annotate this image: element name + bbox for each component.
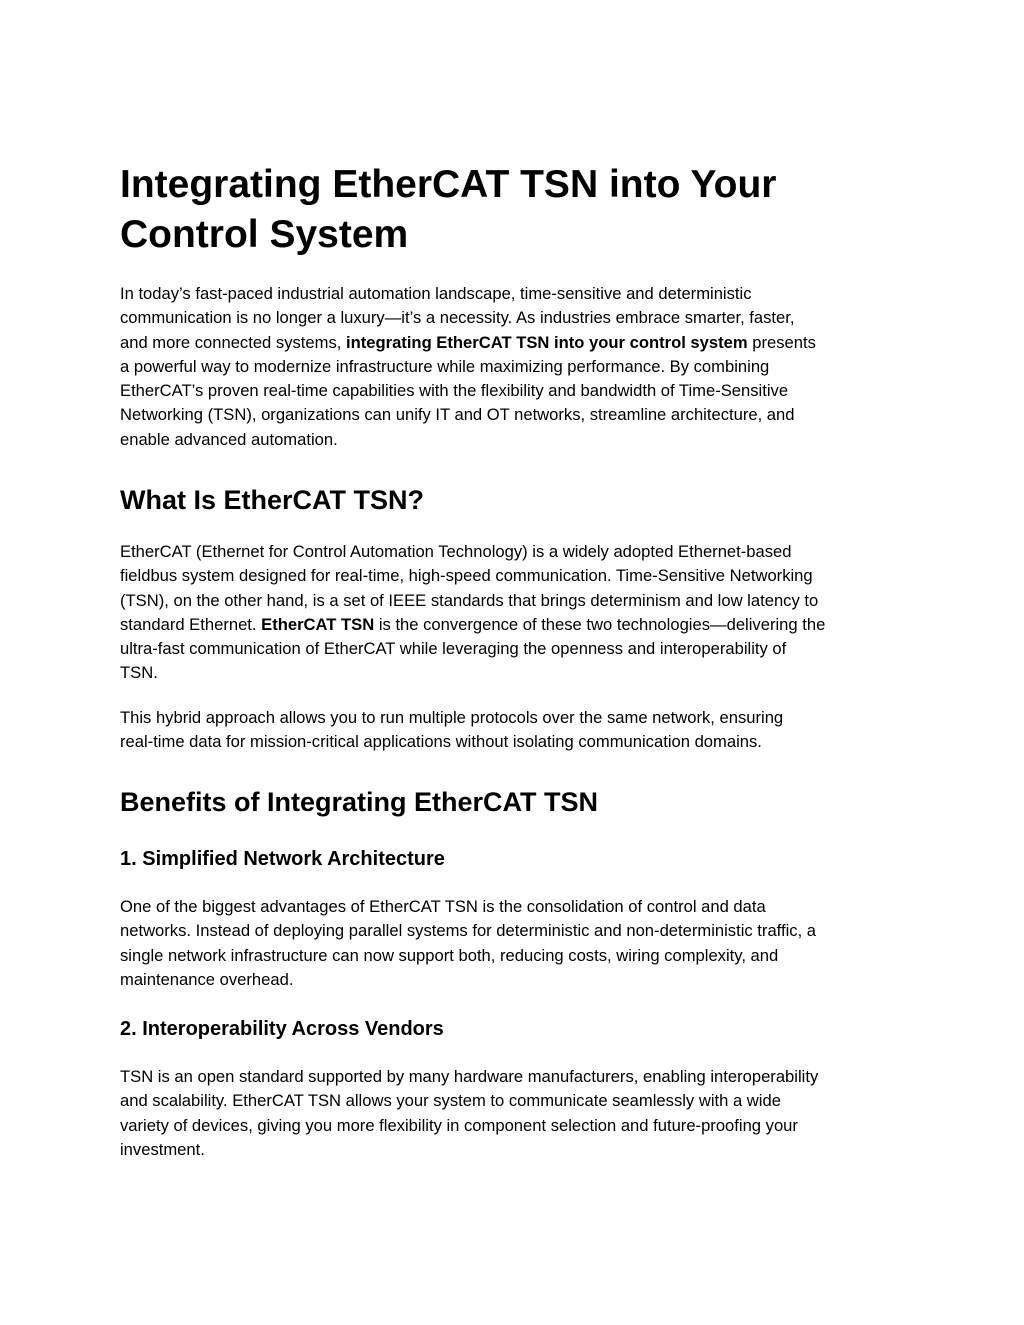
text-line xyxy=(120,613,825,637)
text-line: This hybrid approach allows you to run multiple protocols over the same network, ensuring xyxy=(120,708,784,727)
text-line: enable advanced automation. xyxy=(120,429,338,449)
subheading-simplified-architecture: 1. Simplified Network Architecture xyxy=(120,848,445,870)
text-line: single network infrastructure can now support both, reducing costs, wiring complexity, and xyxy=(120,945,779,965)
emphasis-text: EtherCAT TSN xyxy=(261,614,375,634)
text-run: and more connected systems, xyxy=(120,332,346,352)
subheading-interoperability: 2. Interoperability Across Vendors xyxy=(120,1018,444,1040)
text-line: ultra-fast communication of EtherCAT while leveraging the openness and interoperability of xyxy=(120,639,787,659)
text-line: (TSN), on the other hand, is a set of IEEE standards that brings determinism and low latency to xyxy=(120,590,819,610)
text-line: a powerful way to modernize infrastructure while maximizing performance. By combining xyxy=(120,356,770,376)
text-line: TSN is an open standard supported by many hardware manufacturers, enabling interoperability xyxy=(120,1067,819,1086)
text-line: EtherCAT’s proven real-time capabilities with the flexibility and bandwidth of Time-Sensitive xyxy=(120,381,789,401)
simplified-architecture-paragraph xyxy=(120,895,816,992)
page-title: Integrating EtherCAT TSN into Your Control System xyxy=(120,163,777,256)
emphasis-text: integrating EtherCAT TSN into your control system xyxy=(345,332,748,352)
section-heading-what-is: What Is EtherCAT TSN? xyxy=(120,485,425,515)
text-line: One of the biggest advantages of EtherCAT TSN is the consolidation of control and data xyxy=(120,897,766,916)
text-run: standard Ethernet. xyxy=(120,614,262,634)
text-line: variety of devices, giving you more flexibility in component selection and future-proofing your xyxy=(120,1115,798,1135)
hybrid-approach-paragraph xyxy=(120,706,783,755)
text-line: communication is no longer a luxury—it’s a necessity. As industries embrace smarter, faster, xyxy=(120,308,795,328)
text-line: networks. Instead of deploying parallel systems for deterministic and non-deterministic traffic, a xyxy=(120,921,817,941)
text-run: presents xyxy=(747,332,816,352)
text-line: and scalability. EtherCAT TSN allows your system to communicate seamlessly with a wide xyxy=(120,1091,781,1111)
text-line: investment. xyxy=(120,1139,205,1159)
interoperability-paragraph xyxy=(120,1065,818,1162)
text-run: is the convergence of these two technologies—delivering the xyxy=(374,614,826,634)
text-line: EtherCAT (Ethernet for Control Automation Technology) is a widely adopted Ethernet-based xyxy=(120,542,792,561)
text-line xyxy=(120,331,816,355)
text-line: real-time data for mission-critical applications without isolating communication domains. xyxy=(120,732,762,752)
text-line: maintenance overhead. xyxy=(120,969,294,989)
intro-paragraph xyxy=(120,282,816,452)
text-line: Networking (TSN), organizations can unify IT and OT networks, streamline architecture, and xyxy=(120,405,795,425)
text-line: In today’s fast-paced industrial automation landscape, time-sensitive and deterministic xyxy=(120,284,752,303)
text-line: TSN. xyxy=(120,663,158,683)
what-is-paragraph xyxy=(120,540,825,686)
section-heading-benefits: Benefits of Integrating EtherCAT TSN xyxy=(120,787,599,817)
text-line: fieldbus system designed for real-time, high-speed communication. Time-Sensitive Networking xyxy=(120,566,813,586)
